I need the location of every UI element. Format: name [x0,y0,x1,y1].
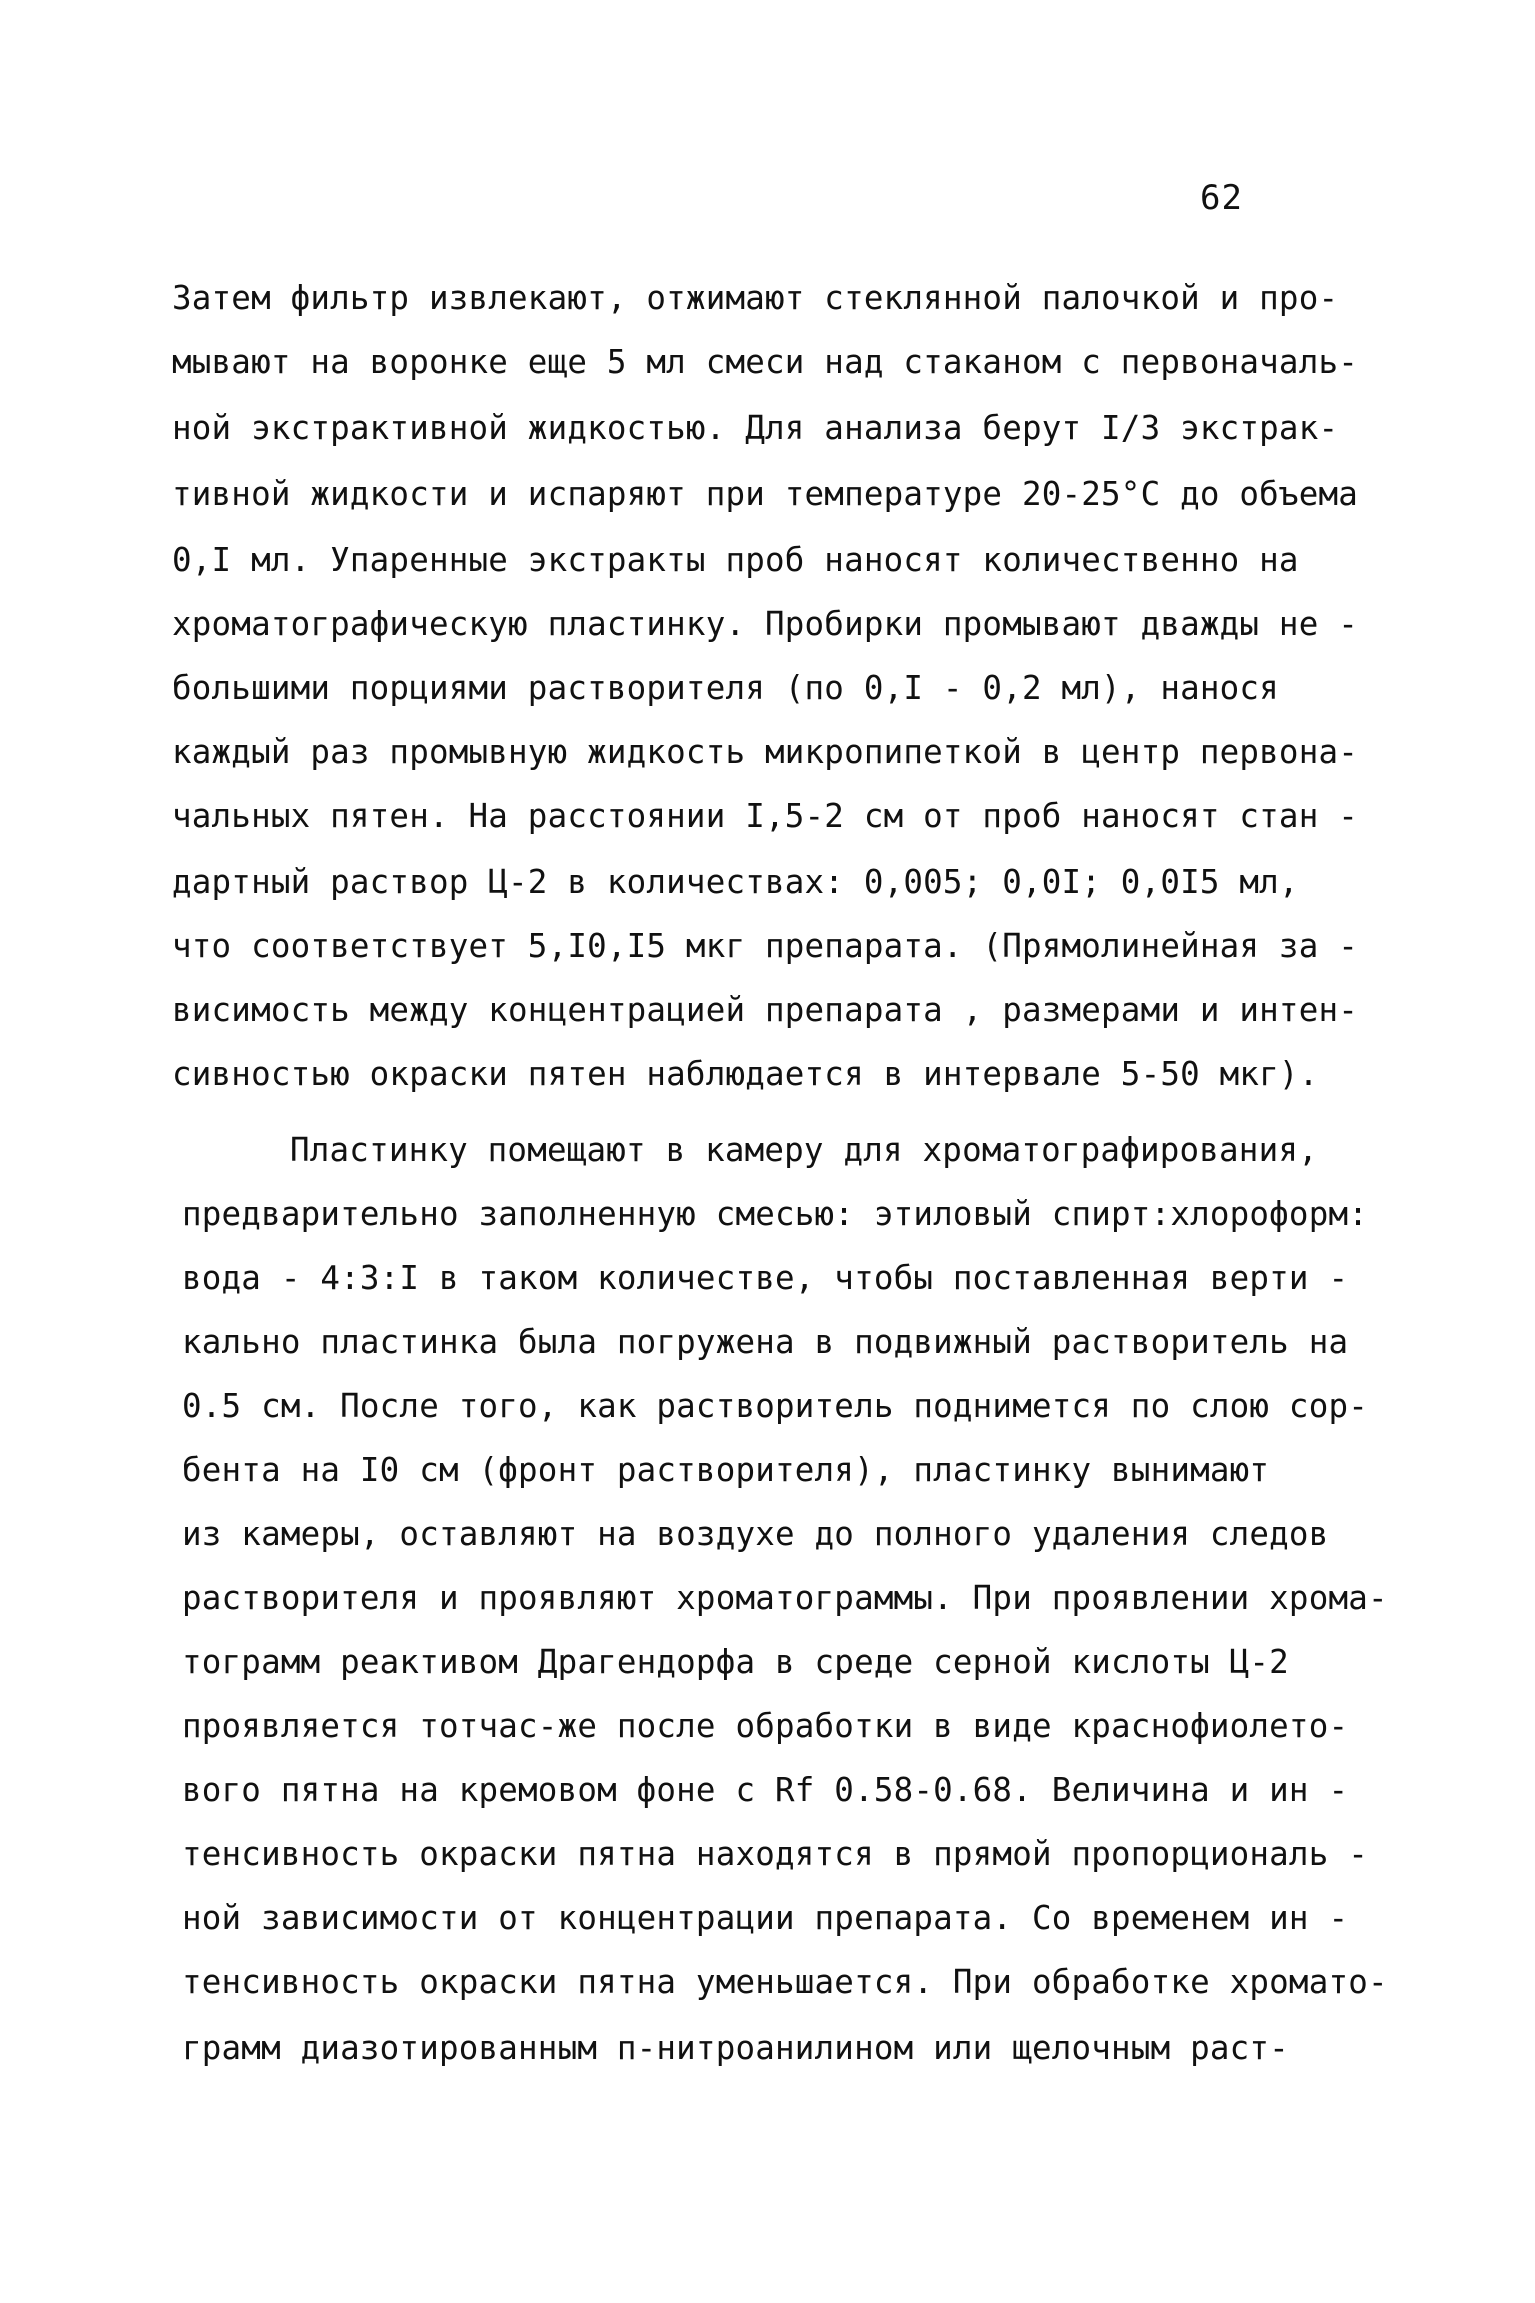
text-line: грамм диазотированным п-нитроанилином или щелочным раст- [182,2029,1289,2067]
text-line: висимость между концентрацией препарата , размерами и интен- [172,991,1358,1029]
text-line: предварительно заполненную смесью: этиловый спирт:хлороформ: [182,1195,1368,1233]
text-line: тивной жидкости и испаряют при температуре 20-25°С до объема [172,475,1358,513]
text-line: хроматографическую пластинку. Пробирки промывают дважды не - [172,605,1358,643]
text-line: тограмм реактивом Драгендорфа в среде серной кислоты Ц-2 [182,1643,1289,1681]
text-line: тенсивность окраски пятна находятся в прямой пропорциональ - [182,1835,1368,1873]
text-line: каждый раз промывную жидкость микропипеткой в центр первона- [172,733,1358,771]
text-line: вого пятна на кремовом фоне с Rf 0.58-0.68. Величина и ин - [182,1771,1349,1809]
text-line: большими порциями растворителя (по 0,I - 0,2 мл), нанося [172,669,1279,707]
text-line: кально пластинка была погружена в подвижный растворитель на [182,1323,1349,1361]
text-line: бента на I0 см (фронт растворителя), пластинку вынимают [182,1451,1270,1489]
text-line: Затем фильтр извлекают, отжимают стеклянной палочкой и про- [172,279,1339,317]
text-line: Пластинку помещают в камеру для хроматографирования, [290,1131,1318,1169]
text-line: мывают на воронке еще 5 мл смеси над стаканом с первоначаль- [172,343,1358,381]
text-line: тенсивность окраски пятна уменьшается. При обработке хромато- [182,1963,1388,2001]
text-line: вода - 4:3:I в таком количестве, чтобы поставленная верти - [182,1259,1349,1297]
text-line: из камеры, оставляют на воздухе до полного удаления следов [182,1515,1329,1553]
text-line: чальных пятен. На расстоянии I,5-2 см от проб наносят стан - [172,797,1358,835]
text-line: что соответствует 5,I0,I5 мкг препарата. (Прямолинейная за - [172,927,1358,965]
text-line: дартный раствор Ц-2 в количествах: 0,005; 0,0I; 0,0I5 мл, [172,863,1299,901]
text-line: 0.5 см. После того, как растворитель поднимется по слою сор- [182,1387,1368,1425]
text-line: ной экстрактивной жидкостью. Для анализа берут I/3 экстрак- [172,409,1339,447]
text-line: проявляется тотчас-же после обработки в виде краснофиолето- [182,1707,1349,1745]
text-line: растворителя и проявляют хроматограммы. При проявлении хрома- [182,1579,1388,1617]
text-line: ной зависимости от концентрации препарата. Со временем ин - [182,1899,1349,1937]
page-number: 62 [1200,178,1243,218]
text-line: 0,I мл. Упаренные экстракты проб наносят количественно на [172,541,1299,579]
text-line: сивностью окраски пятен наблюдается в интервале 5-50 мкг). [172,1055,1319,1093]
